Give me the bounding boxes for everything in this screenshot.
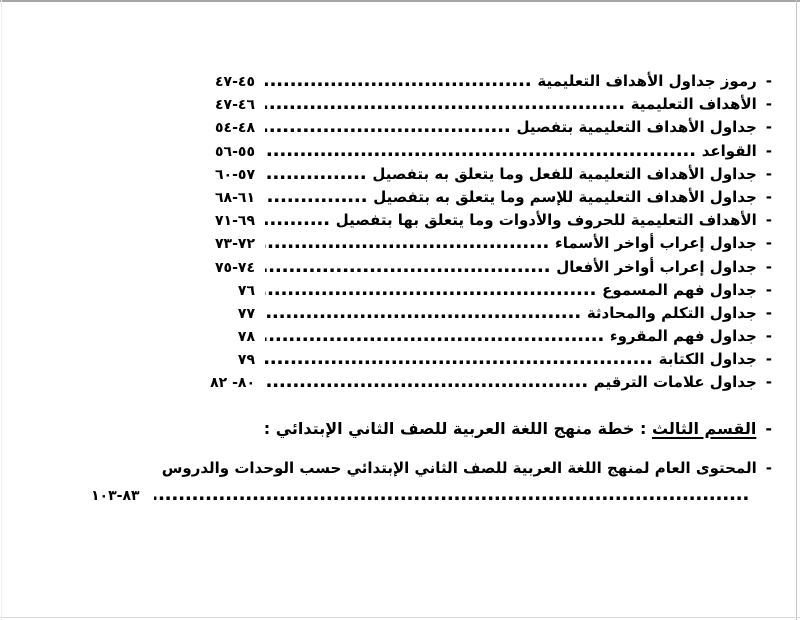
dash-bullet: - [765, 419, 772, 438]
dash-bullet: - [765, 72, 772, 90]
dot-leader [265, 69, 531, 92]
dash-bullet: - [765, 95, 772, 114]
toc-entry-title: جداول الكتابة [658, 350, 757, 369]
toc-entry [163, 162, 772, 185]
section-heading [264, 418, 757, 440]
dot-leader [265, 208, 330, 231]
dot-leader [265, 139, 696, 162]
dot-leader [265, 347, 653, 370]
content-item-title: المحتوى العام لمنهج اللغة العربية للصف الثاني الإبتدائي حسب الوحدات والدروس [161, 459, 757, 477]
toc-entry [163, 92, 772, 115]
toc-entry-title: جداول الأهداف التعليمية بتفصيل [516, 118, 757, 137]
dash-bullet: - [765, 141, 772, 160]
dash-bullet: - [765, 118, 772, 137]
toc-entry [163, 139, 772, 162]
section-heading-label: القسم الثالث [651, 419, 757, 438]
toc-entry [163, 185, 772, 208]
toc-entry-pages: ٤٨-٥٤ [215, 120, 255, 137]
section-heading-rest: : خطة منهج اللغة العربية للصف الثاني الإبتدائي : [263, 419, 652, 438]
toc-entry-pages: ٦٩-٧١ [215, 213, 255, 230]
dash-bullet: - [765, 280, 772, 299]
dash-bullet: - [765, 257, 772, 276]
dash-bullet: - [765, 303, 772, 322]
dot-leader [265, 162, 366, 185]
toc-entry [163, 231, 772, 254]
toc-entry [163, 278, 772, 301]
toc-entry-pages: ٦١-٦٨ [215, 189, 255, 206]
toc-list [163, 69, 772, 394]
toc-entry-pages: ٨٠- ٨٢ [210, 375, 255, 392]
dot-leader [154, 484, 749, 505]
toc-entry-title: جداول الأهداف التعليمية للإسم وما يتعلق به بتفصيل [373, 187, 757, 206]
content-item-leader-row [91, 484, 755, 507]
toc-entry-title: جداول علامات الترقيم [593, 373, 757, 392]
toc-entry-pages: ٤٦-٤٧ [215, 97, 255, 114]
dot-leader [265, 115, 510, 138]
toc-entry-pages: ٧٤-٧٥ [215, 259, 255, 276]
dash-bullet: - [765, 234, 772, 253]
toc-entry [163, 255, 772, 278]
dot-leader [265, 185, 367, 208]
dash-bullet: - [765, 373, 772, 392]
dash-bullet: - [765, 350, 772, 369]
toc-entry-pages: ٥٥-٥٦ [215, 143, 255, 160]
toc-entry [163, 69, 772, 92]
toc-entry-title: جداول فهم المسموع [602, 280, 757, 299]
scan-edge-top [0, 0, 800, 2]
toc-entry [163, 370, 772, 393]
toc-entry-title: جداول إعراب أواخر الأفعال [556, 257, 757, 276]
scan-edge-left [1, 0, 2, 620]
dash-bullet: - [765, 164, 772, 183]
section-heading-row [60, 418, 772, 440]
dash-bullet: - [765, 459, 772, 477]
toc-entry-title: القواعد [701, 141, 757, 160]
toc-entry-pages: ٥٧-٦٠ [215, 166, 255, 183]
toc-entry-title: جداول فهم المقروء [609, 327, 757, 346]
toc-entry-title: رموز جداول الأهداف التعليمية [537, 72, 757, 90]
dot-leader [265, 370, 588, 393]
toc-entry-title: الأهداف التعليمية للحروف والأدوات وما يتعلق بها بتفصيل [335, 211, 757, 230]
toc-entry [163, 115, 772, 138]
toc-entry-title: الأهداف التعليمية [630, 95, 757, 114]
dot-leader [265, 301, 581, 324]
dot-leader [265, 255, 550, 278]
toc-entry [163, 347, 772, 370]
dot-leader [265, 278, 596, 301]
content-item-row [40, 457, 772, 479]
toc-entry-pages: ٧٦ [237, 282, 255, 299]
toc-entry-pages: ٧٢-٧٣ [215, 236, 255, 253]
toc-entry-title: جداول إعراب أواخر الأسماء [555, 234, 757, 253]
toc-entry [163, 324, 772, 347]
content-item-pages: ٨٣-١٠٣ [91, 488, 140, 504]
dot-leader [265, 92, 625, 115]
toc-entry [163, 208, 772, 231]
toc-entry-pages: ٧٧ [237, 305, 255, 322]
scan-edge-bottom [0, 617, 800, 618]
dash-bullet: - [765, 187, 772, 206]
dot-leader [265, 324, 604, 347]
dash-bullet: - [765, 327, 772, 346]
toc-entry-title: جداول التكلم والمحادثة [586, 303, 757, 322]
toc-entry [163, 301, 772, 324]
dash-bullet: - [765, 211, 772, 230]
dot-leader [265, 231, 549, 254]
toc-entry-title: جداول الأهداف التعليمية للفعل وما يتعلق به بتفصيل [372, 164, 757, 183]
toc-entry-pages: ٧٨ [237, 329, 255, 346]
toc-entry-pages: ٤٥-٤٧ [215, 74, 255, 90]
toc-entry-pages: ٧٩ [237, 352, 255, 369]
scan-edge-right [796, 0, 797, 620]
